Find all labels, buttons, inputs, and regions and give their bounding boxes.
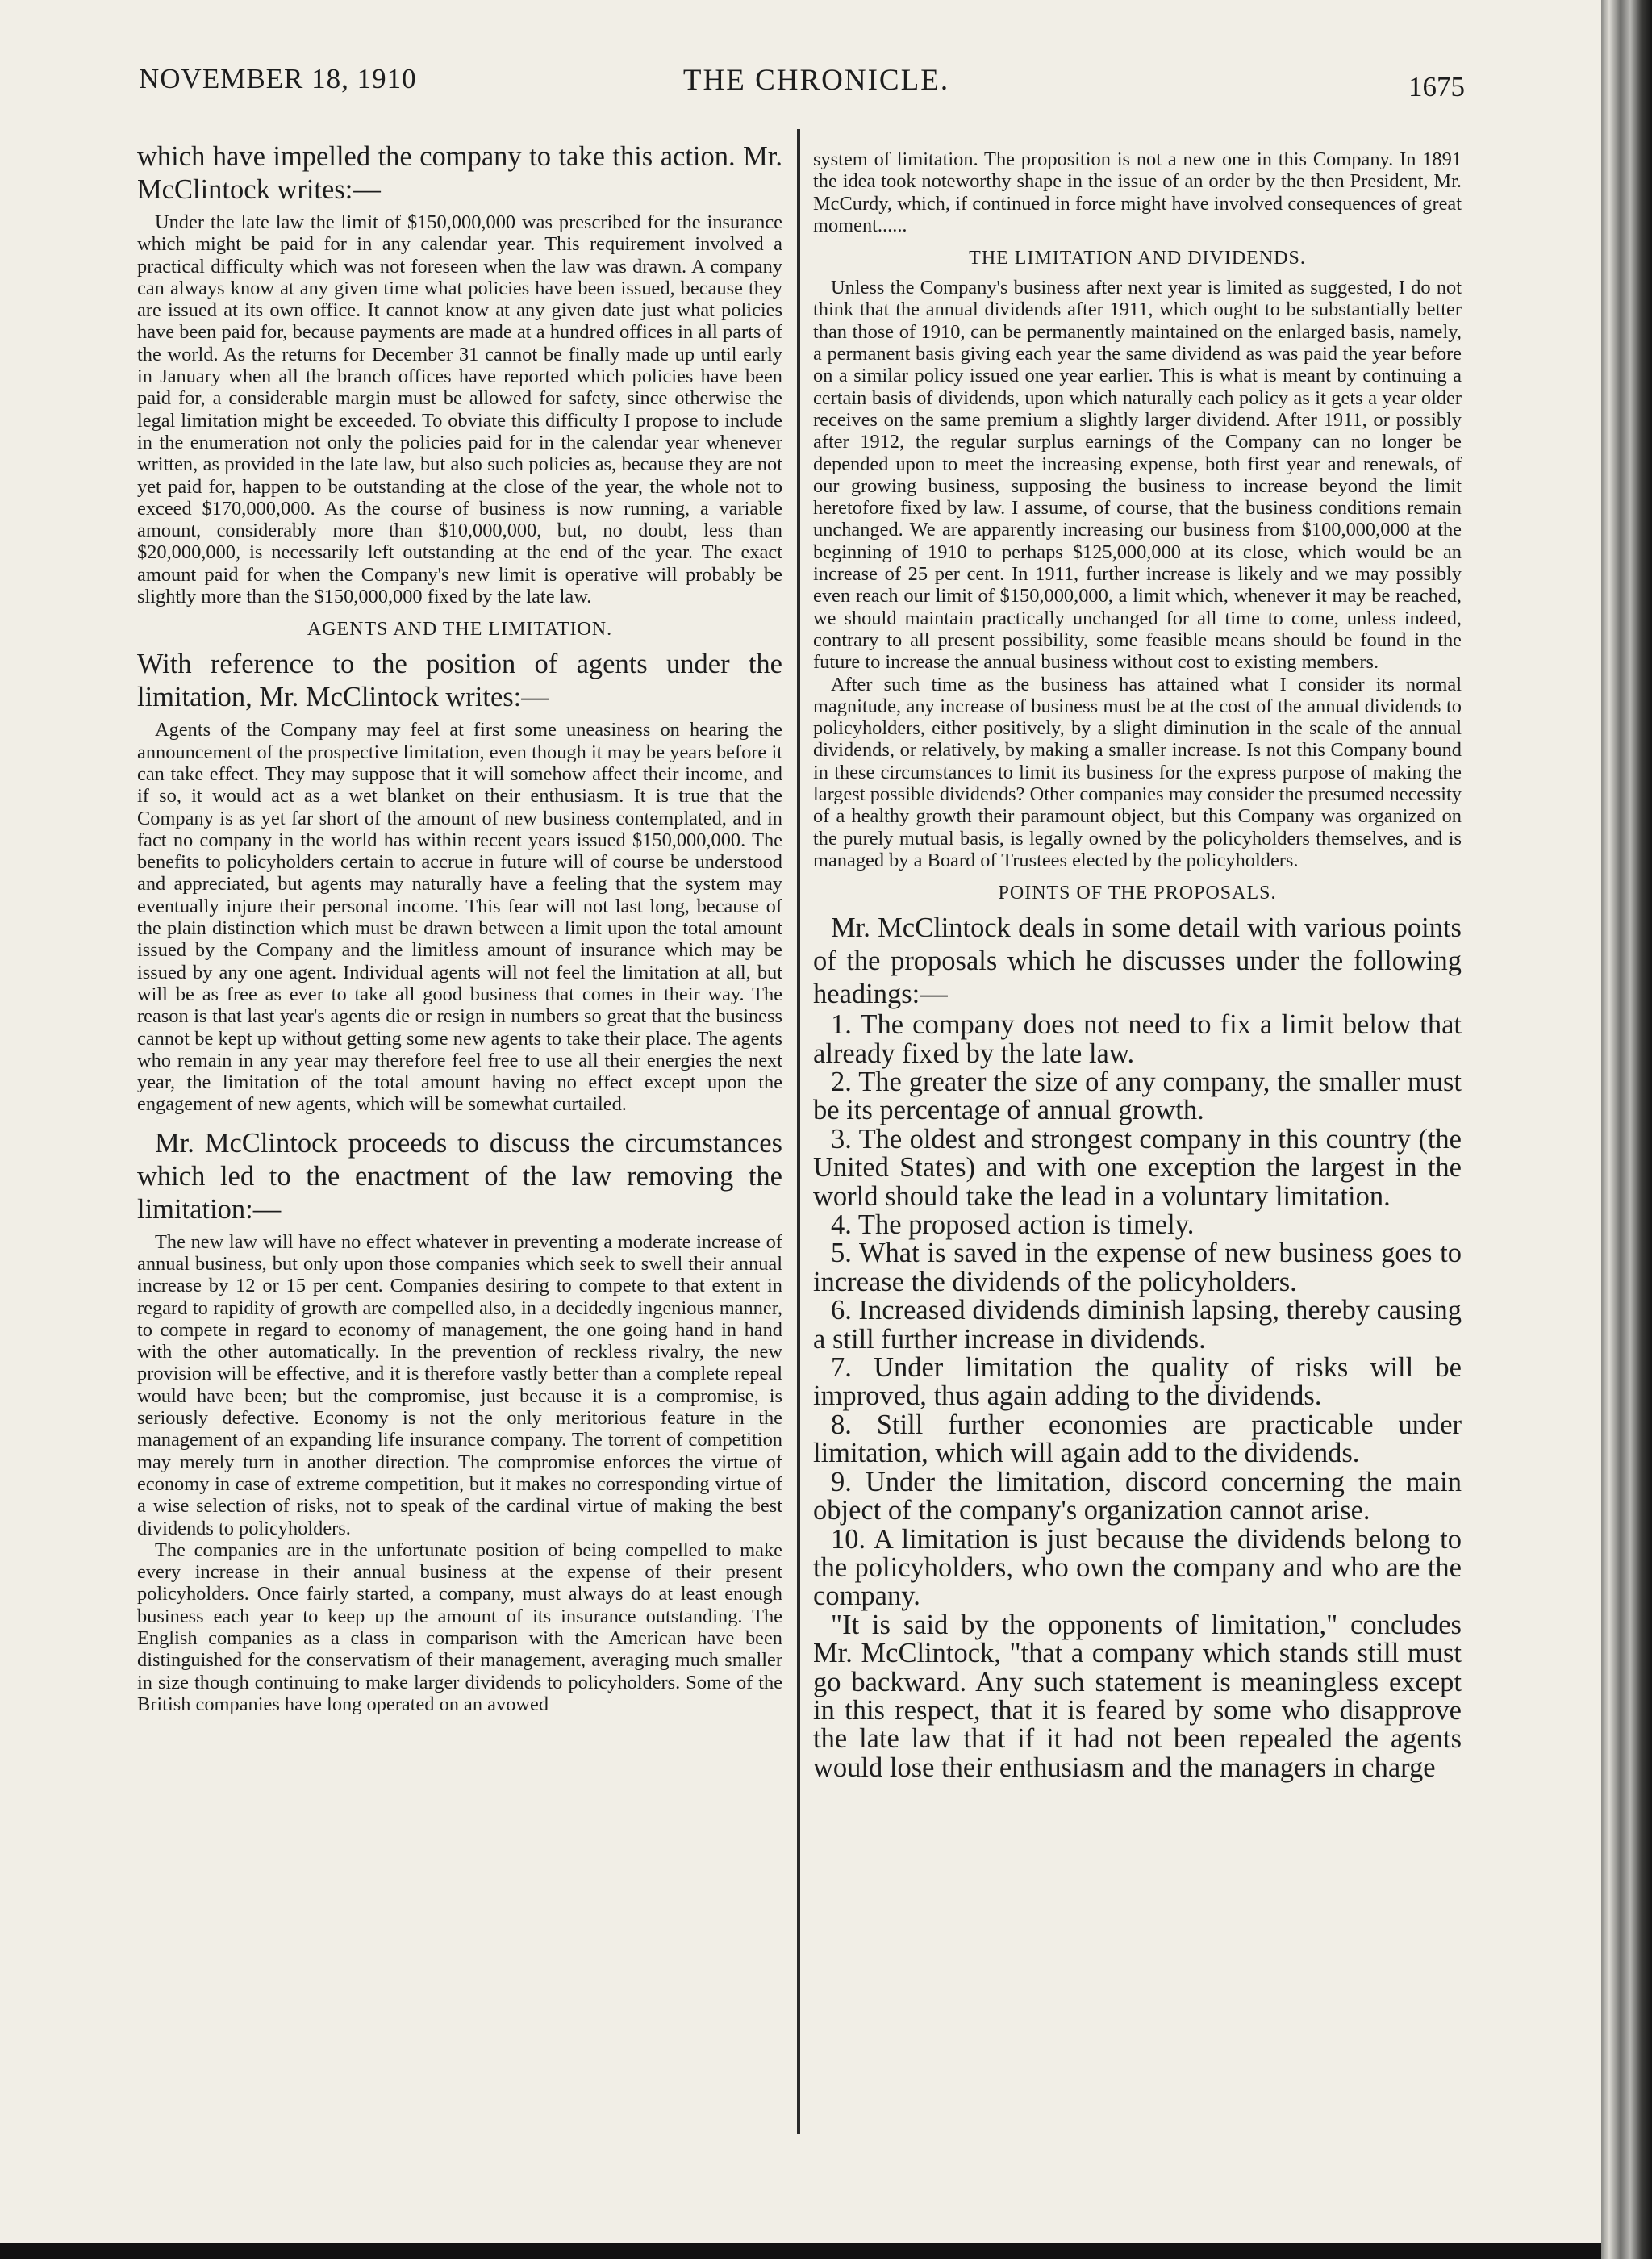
quote-limit-paragraph: Under the late law the limit of $150,000,000 was prescribed for the insurance which might be paid for in any calendar year. This requirement involved a practical difficulty which was not foreseen when the law was drawn. A company can always know at any given time what policies have been issued, because they are issued at its own office. It cannot know at any given date just what policies have been paid for, because payments are made at a hundred offices in all parts of the world. As the returns for December 31 cannot be finally made up until early in January when all the branch offices have reported which policies have been paid for, a considerable margin must be allowed for safety, since otherwise the legal limitation might be exceeded. To obviate this difficulty I propose to include in the enumeration not only the policies paid for in the calendar year whenever written, as provided in the late law, but also such policies as, because they are not yet paid for, happen to be outstanding at the close of the year, the whole not to exceed $170,000,000. As the course of business is now running, a variable amount, considerably more than $10,000,000, but, no doubt, less than $20,000,000, is necessarily left outstanding at the end of the year. The exact amount paid for when the Company's new limit is operative will probably be slightly more than the $150,000,000 fixed by the late law. — [137, 211, 782, 608]
intro-paragraph: which have impelled the company to take this action. Mr. McClintock writes:— — [137, 141, 782, 205]
quote-dividends-paragraph: Unless the Company's business after next year is limited as suggested, I do not think that the annual dividends after 1911, which ought to be substantially better than those of 1910, can be permanently maintained on the enlarged basis, namely, a permanent basis giving each year the same dividend as was paid the year before on a similar policy issued one year earlier. This is what is meant by continuing a certain basis of dividends, upon which naturally each policy as it gets a year older receives on the same premium a slightly larger dividend. After 1911, or possibly after 1912, the regular surplus earnings of the Company can no longer be depended upon to meet the increasing expense, both first year and renewals, of our growing business, supposing the business to increase beyond the limit heretofore fixed by law. I assume, of course, that the business conditions remain unchanged. We are apparently increasing our business from $100,000,000 at the beginning of 1910 to perhaps $125,000,000 at its close, which would be an increase of 25 per cent. In 1911, further increase is likely and we may possibly even reach our limit of $150,000,000, a limit which, whenever it may be reached, we should maintain practically unchanged for all time to come, unless indeed, contrary to all present possibility, some feasible means should be found in the future to increase the annual business without cost to existing members. — [813, 277, 1462, 674]
quote-companies-paragraph: The companies are in the unfortunate position of being compelled to make every increase in their annual business at the expense of their present policyholders. Once fairly started, a company, must always do at least enough business each year to keep up the amount of its insurance outstanding. The English companies as a class in comparison with the American have been distinguished for the conservatism of their management, averaging much smaller in size though continuing to make larger dividends to policyholders. Some of the British companies have long operated on an avowed — [137, 1539, 782, 1715]
points-intro-paragraph: Mr. McClintock deals in some detail with various points of the proposals which he discusses under the following headings:— — [813, 912, 1462, 1010]
circumstances-intro-paragraph: Mr. McClintock proceeds to discuss the circumstances which led to the enactment of the law removing the limitation:— — [137, 1127, 782, 1225]
heading-dividends: THE LIMITATION AND DIVIDENDS. — [969, 248, 1306, 269]
heading-agents: AGENTS AND THE LIMITATION. — [307, 619, 613, 641]
point-item: 4. The proposed action is timely. — [831, 1209, 1195, 1241]
quote-agents-paragraph: Agents of the Company may feel at first some uneasiness on hearing the announcement of the prospective limitation, even though it may be years before it can take effect. They may suppose that it will somehow affect their income, and if so, it would act as a wet blanket on their enthusiasm. It is true that the Company is as yet far short of the amount of new business contemplated, and in fact no company in the world has within recent years issued $150,000,000. The benefits to policyholders certain to accrue in future will of course be understood and appreciated, but agents may naturally have a feeling that the system may eventually injure their personal income. This fear will not last long, because of the plain distinction which must be drawn between a limit upon the total amount issued by the Company and the limitless amount of insurance which may be issued by any one agent. Individual agents will not feel the limitation at all, but will be as free as ever to take all good business that comes in their way. The reason is that last year's agents die or resign in numbers so great that the business cannot be kept up without getting some new agents to take their place. The agents who remain in any year may therefore feel free to use all their energies the next year, the limitation of the total amount having no effect except upon the engagement of new agents, which will be somewhat curtailed. — [137, 719, 782, 1116]
left-column — [137, 140, 782, 1715]
point-item: 7. Under limitation the quality of risks will be improved, thus again adding to the dividends. — [813, 1352, 1462, 1412]
right-column — [813, 148, 1462, 1782]
publication-title: THE CHRONICLE. — [682, 64, 950, 97]
point-item: 5. What is saved in the expense of new business goes to increase the dividends of the policyholders. — [813, 1238, 1462, 1297]
column-divider — [797, 129, 800, 2134]
point-item: 1. The company does not need to fix a limit below that already fixed by the late law. — [813, 1009, 1462, 1069]
point-item: 10. A limitation is just because the dividends belong to the policyholders, who own the company and who are the company. — [813, 1523, 1462, 1612]
agents-intro-paragraph: With reference to the position of agents under the limitation, Mr. McClintock writes:— — [137, 649, 782, 713]
quote-continued-paragraph: system of limitation. The proposition is not a new one in this Company. In 1891 the idea took noteworthy shape in the issue of an order by the then President, Mr. McCurdy, which, if continued in force might have involved consequences of great moment...... — [813, 148, 1462, 236]
point-item: 3. The oldest and strongest company in this country (the United States) and with one exception the largest in the world should take the lead in a voluntary limitation. — [813, 1123, 1462, 1212]
page-number: 1675 — [1408, 71, 1465, 102]
point-item: 6. Increased dividends diminish lapsing, thereby causing a still further increase in dividends. — [813, 1295, 1462, 1355]
point-item: 9. Under the limitation, discord concerning the main object of the company's organization cannot arise. — [813, 1466, 1462, 1526]
heading-points: POINTS OF THE PROPOSALS. — [998, 883, 1277, 904]
point-item: 8. Still further economies are practicable under limitation, which will again add to the dividends. — [813, 1409, 1462, 1469]
scan-border — [0, 2243, 1601, 2259]
quote-new-law-paragraph: The new law will have no effect whatever in preventing a moderate increase of annual business, but only upon those companies which seek to swell their annual increase by 12 or 15 per cent. Companies desiring to compete to that extent in regard to rapidity of growth are compelled also, in a decidedly ingenious manner, to compete in regard to economy of management, the one going hand in hand with the other automatically. In the prevention of reckless rivalry, the new provision will be effective, and it is therefore vastly better than a complete repeal would have been; but the compromise, just because it is a compromise, is seriously defective. Economy is not the only meritorious feature in the management of an expanding life insurance company. The torrent of competition may merely turn in another direction. The compromise enforces the virtue of economy in case of extreme competition, but it makes no corresponding virtue of a wise selection of risks, not to speak of the cardinal virtue of making the best dividends to policyholders. — [137, 1230, 782, 1539]
binding-edge — [1601, 0, 1652, 2259]
point-item: 2. The greater the size of any company, the smaller must be its percentage of annual growth. — [813, 1067, 1462, 1126]
page-header — [139, 58, 1465, 106]
quote-normal-magnitude-paragraph: After such time as the business has attained what I consider its normal magnitude, any increase of business must be at the cost of the annual dividends to policyholders, either positively, by a slight diminution in the scale of the annual dividends, or relatively, by making a smaller increase. Is not this Company bound in these circumstances to limit its business for the express purpose of making the largest possible dividends? Other companies may consider the presumed necessity of a healthy growth their paramount object, but this Company was organized on the purely mutual basis, is legally owned by the policyholders themselves, and is managed by a Board of Trustees elected by the policyholders. — [813, 673, 1462, 871]
issue-date: NOVEMBER 18, 1910 — [139, 63, 417, 94]
closing-paragraph: "It is said by the opponents of limitation," concludes Mr. McClintock, "that a company which stands still must go backward. Any such statement is meaningless except in this respect, that it is feared by some who disapprove the late law that if it had not been repealed the agents would lose their enthusiasm and the managers in charge — [813, 1609, 1462, 1783]
